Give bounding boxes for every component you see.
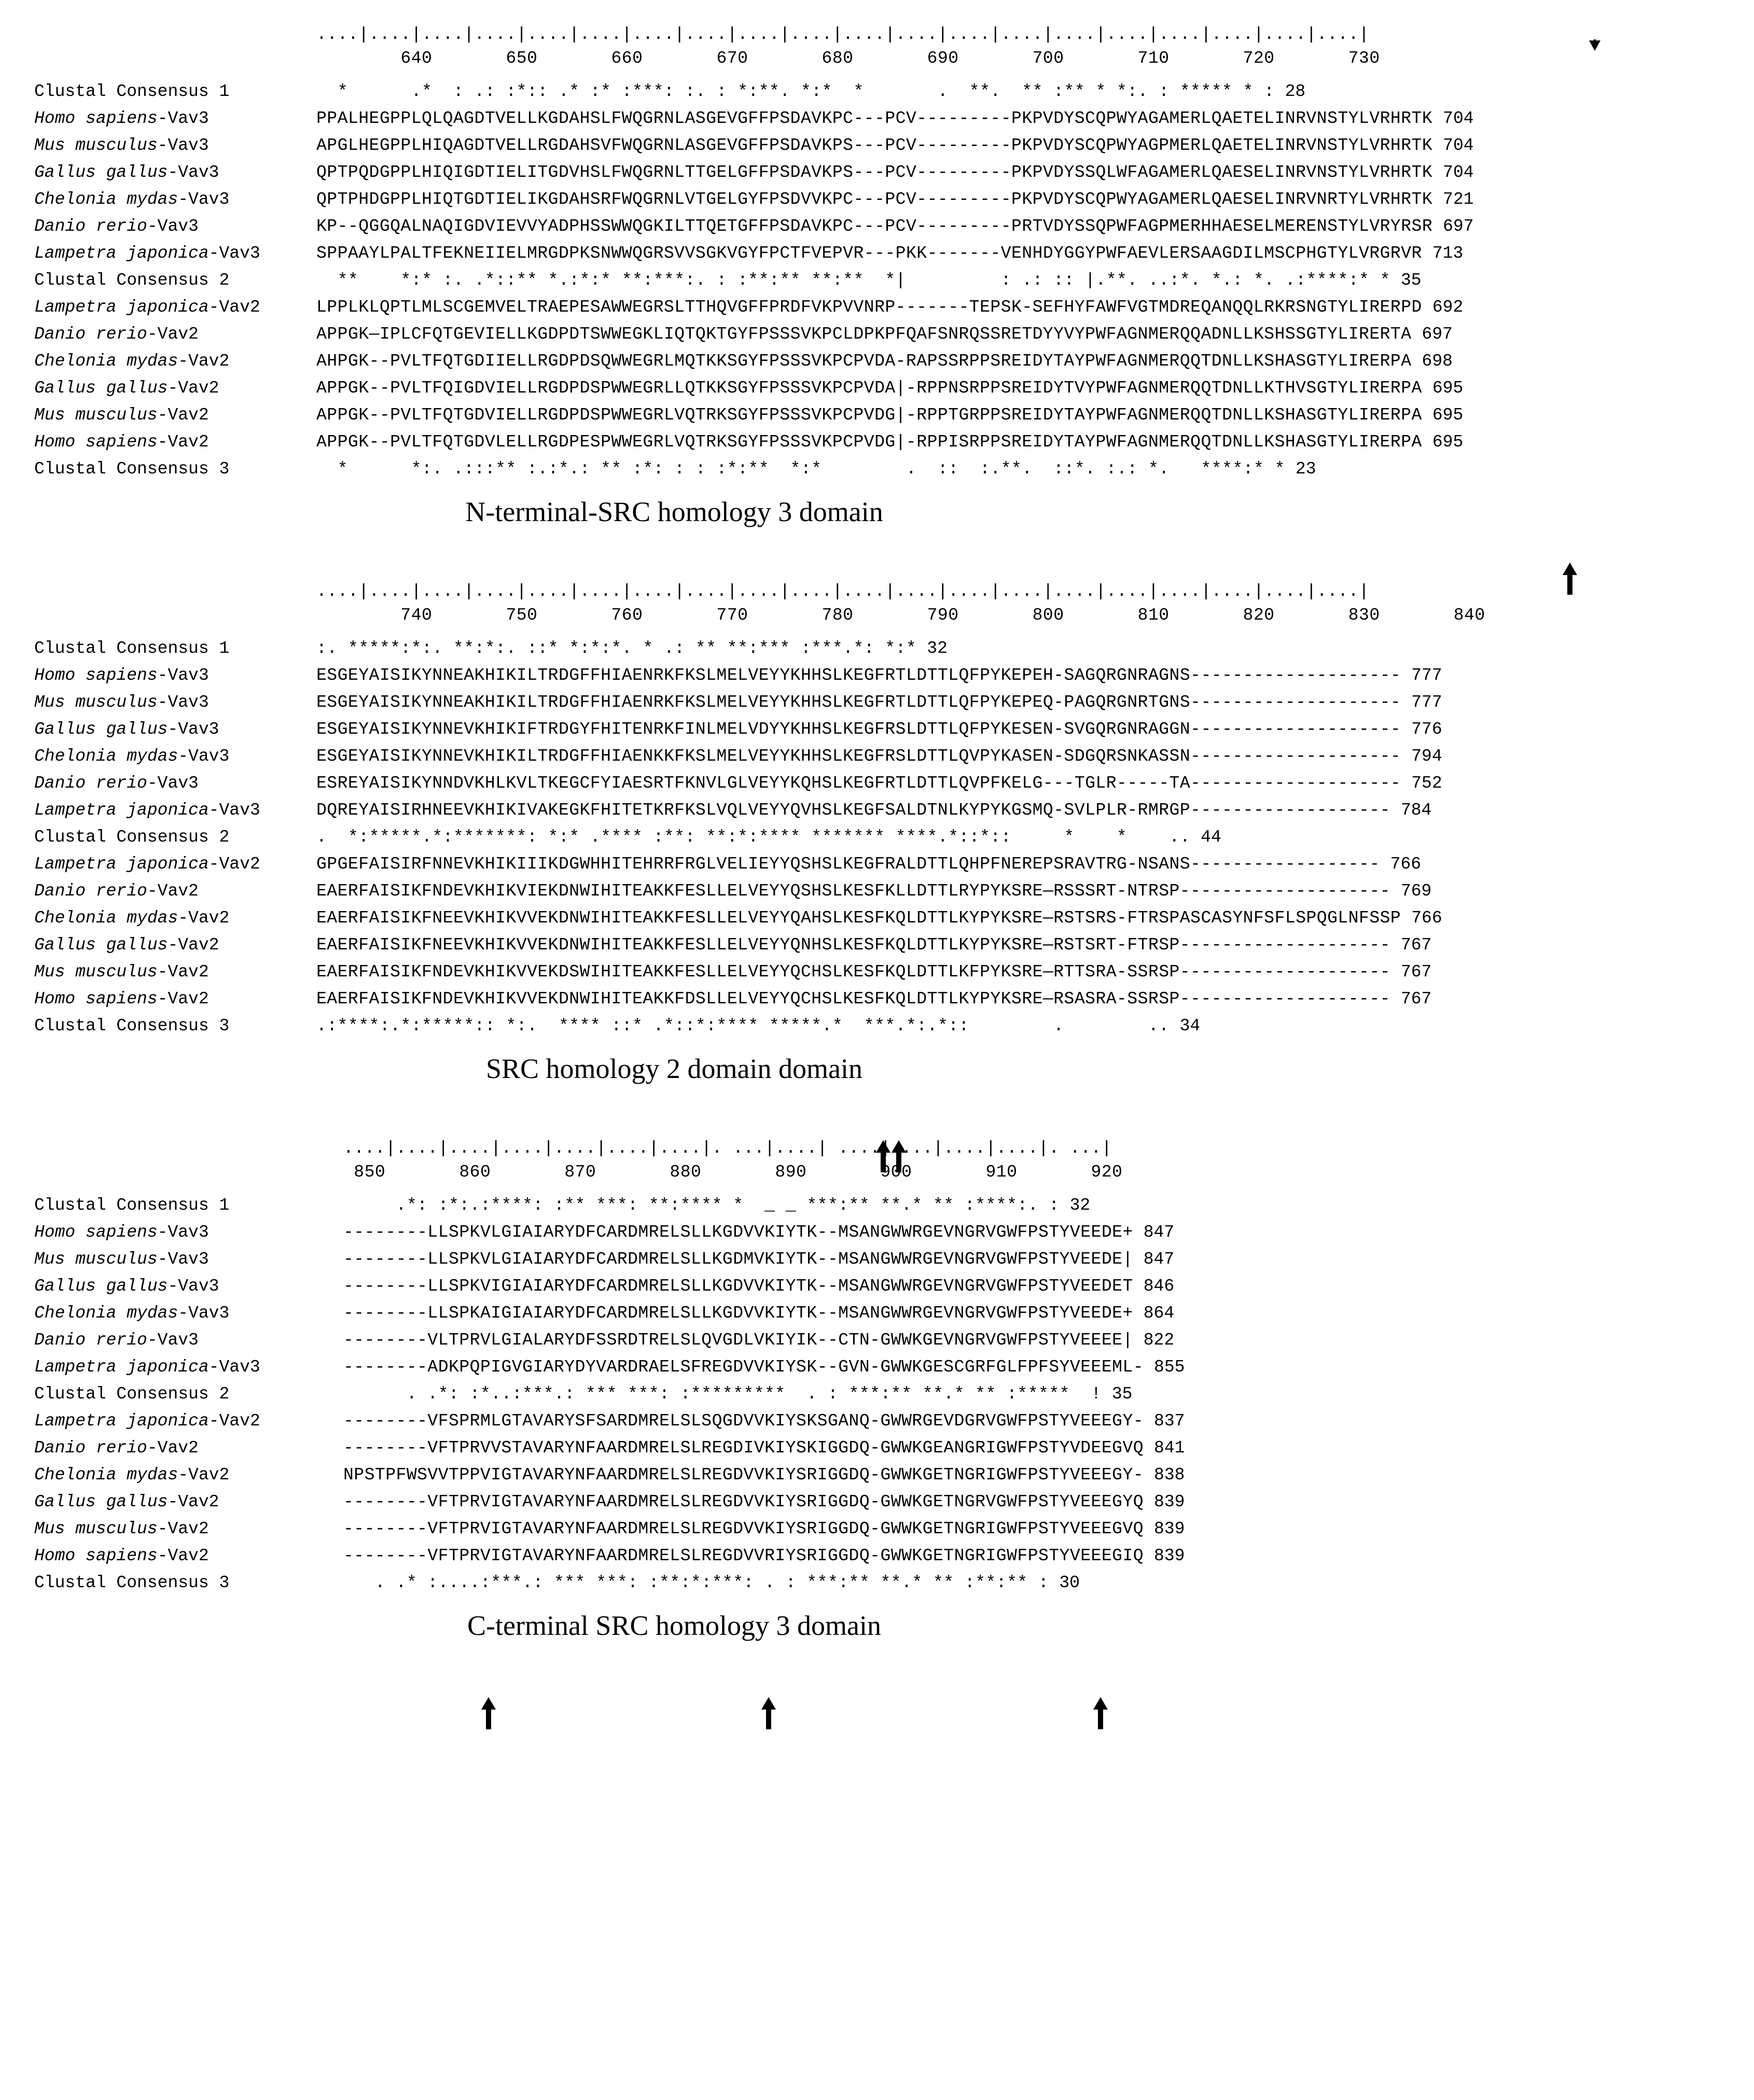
sequence-row bbox=[0, 217, 1754, 244]
sequence-row bbox=[0, 1304, 1754, 1331]
ruler-ticks: ....|....|....|....|....|....|....|....|....|....|....|....|....|....|....|....|....|....|....|....| bbox=[316, 582, 1370, 601]
sequence-row bbox=[0, 109, 1754, 136]
row-label: Chelonia mydas-Vav2 bbox=[34, 352, 230, 371]
row-sequence: DQREYAISIRHNEEVKHIKIVAKEGKFHITETKRFKSLVQLVEYYQVHSLKEGFSALDTNLKYPYKGSMQ-SVLPLR-RMRGP------------------- bbox=[316, 801, 1390, 820]
row-label: Chelonia mydas-Vav3 bbox=[34, 1304, 230, 1323]
row-sequence: * *:. .:::** :.:*.: ** :*: : : :*:** *:* . :: :.**. ::*. :.: *. ****:* * bbox=[316, 459, 1285, 479]
row-count: 767 bbox=[1400, 962, 1432, 982]
row-count: 23 bbox=[1295, 459, 1316, 479]
residue-marker-arrow-up bbox=[760, 1697, 777, 1728]
row-sequence: QPTPQDGPPLHIQIGDTIELITGDVHSLFWQGRNLTTGELGFFPSDAVKPS---PCV---------PKPVDYSSQLWFAGAMERLQAESELINRVNSTYLVRHRTK bbox=[316, 163, 1433, 182]
row-sequence: EAERFAISIKFNDEVKHIKVVEKDSWIHITEAKKFESLLELVEYYQCHSLKESFKQLDTTLKFPYKSRE—RTTSRA-SSRSP-------------------- bbox=[316, 962, 1390, 982]
row-sequence: --------LLSPKAIGIAIARYDFCARDMRELSLLKGDVVKIYTK--MSANGWWRGEVNGRVGWFPSTYVEEDE+ bbox=[343, 1304, 1133, 1323]
row-label: Danio rerio-Vav3 bbox=[34, 217, 199, 236]
sequence-row bbox=[0, 1277, 1754, 1304]
row-sequence: ESGEYAISIKYNNEAKHIKILTRDGFFHIAENRKFKSLMELVEYYKHHSLKEGFRTLDTTLQFPYKEPEQ-PAGQRGNRTGNS-------------------- bbox=[316, 693, 1401, 712]
row-label: Homo sapiens-Vav3 bbox=[34, 109, 209, 128]
row-count: 822 bbox=[1143, 1331, 1175, 1350]
sequence-row bbox=[0, 1331, 1754, 1357]
consensus-row bbox=[0, 828, 1754, 855]
row-sequence: ESGEYAISIKYNNEVKHIKIFTRDGYFHITENRKFINLMELVDYYKHHSLKEGFRSLDTTLQFPYKESEN-SVGQRGNRAGGN-------------------- bbox=[316, 720, 1401, 739]
row-label: Clustal Consensus 2 bbox=[34, 271, 230, 290]
ruler-block-3 bbox=[0, 1135, 1754, 1196]
sequence-row bbox=[0, 989, 1754, 1016]
row-label: Homo sapiens-Vav2 bbox=[34, 989, 209, 1009]
row-label: Danio rerio-Vav2 bbox=[34, 881, 199, 901]
row-sequence: KP--QGGQALNAQIGDVIEVVYADPHSSWWQGKILTTQETGFFPSDAVKPC---PCV---------PRTVDYSSQPWFAGPMERHHAESELMERENSTYLVRYRSR bbox=[316, 217, 1433, 236]
row-count: 776 bbox=[1411, 720, 1442, 739]
sequence-row bbox=[0, 244, 1754, 271]
row-count: 704 bbox=[1443, 109, 1474, 128]
sequence-row bbox=[0, 855, 1754, 881]
ruler-numbers: 850 860 870 880 890 900 910 920 bbox=[343, 1163, 1123, 1182]
sequence-row bbox=[0, 1546, 1754, 1573]
row-count: 698 bbox=[1422, 352, 1453, 371]
row-label: Homo sapiens-Vav3 bbox=[34, 666, 209, 685]
row-label: Homo sapiens-Vav2 bbox=[34, 432, 209, 452]
row-label: Mus musculus-Vav2 bbox=[34, 962, 209, 982]
row-count: 846 bbox=[1143, 1277, 1175, 1296]
row-sequence: APPGK--PVLTFQIGDVIELLRGDPDSPWWEGRLLQTKKSGYFPSSSVKPCPVDA|-RPPNSRPPSREIDYTVYPWFAGNMERQQTDNLLKTHVSGTYLIRERPA bbox=[316, 379, 1422, 398]
row-sequence: ESGEYAISIKYNNEVKHIKILTRDGFFHIAENKKFKSLMELVEYYKHHSLKEGFRSLDTTLQVPYKASEN-SDGQRSNKASSN-------------------- bbox=[316, 747, 1401, 766]
row-count: 767 bbox=[1400, 989, 1432, 1009]
row-sequence: EAERFAISIKFNEEVKHIKVVEKDNWIHITEAKKFESLLELVEYYQAHSLKESFKQLDTTLKYPYKSRE—RSTSRS-FTRSPASCASYNFSFLSPQGLNFSSP bbox=[316, 908, 1401, 928]
row-sequence: SPPAAYLPALTFEKNEIIELMRGDPKSNWWQGRSVVSGKVGYFPCTFVEPVR---PKK-------VENHDYGGYPWFAEVLERSAAGDILMSCPHGTYLVRGRVR bbox=[316, 244, 1422, 263]
domain-caption: N-terminal-SRC homology 3 domain bbox=[465, 496, 883, 527]
row-count: 30 bbox=[1059, 1573, 1080, 1592]
row-sequence: PPALHEGPPLQLQAGDTVELLKGDAHSLFWQGRNLASGEVGFFPSDAVKPC---PCV---------PKPVDYSCQPWYAGAMERLQAETELINRVNSTYLVRHRTK bbox=[316, 109, 1433, 128]
consensus-row bbox=[0, 1016, 1754, 1043]
sequence-row bbox=[0, 908, 1754, 935]
sequence-row bbox=[0, 432, 1754, 459]
row-label: Homo sapiens-Vav3 bbox=[34, 1223, 209, 1242]
row-label: Lampetra japonica-Vav3 bbox=[34, 1357, 260, 1377]
row-count: 713 bbox=[1432, 244, 1464, 263]
row-count: 44 bbox=[1201, 828, 1221, 847]
sequence-row bbox=[0, 1250, 1754, 1277]
ruler-block-1 bbox=[0, 21, 1754, 82]
ruler-ticks: ....|....|....|....|....|....|....|. ...|....| ....|....|....|....|. ...| bbox=[343, 1139, 1112, 1158]
row-sequence: APPGK—IPLCFQTGEVIELLKGDPDTSWWEGKLIQTQKTGYFPSSSVKPCLDPKPFQAFSNRQSSRETDYYVYPWFAGNMERQQADNLLKSHSSGTYLIRERTA bbox=[316, 325, 1412, 344]
consensus-row bbox=[0, 459, 1754, 486]
row-count: 704 bbox=[1443, 136, 1474, 155]
row-count: 839 bbox=[1154, 1519, 1185, 1538]
sequence-row bbox=[0, 1357, 1754, 1384]
row-sequence: . .* :....:***.: *** ***: :**:*:***: . : ***:** **.* ** :**:** : bbox=[343, 1573, 1049, 1592]
sequence-row bbox=[0, 1438, 1754, 1465]
consensus-row bbox=[0, 1196, 1754, 1223]
row-count: 695 bbox=[1432, 432, 1464, 452]
row-count: 769 bbox=[1400, 881, 1432, 901]
row-sequence: APPGK--PVLTFQTGDVLELLRGDPESPWWEGRLVQTRKSGYFPSSSVKPCPVDG|-RPPISRPPSREIDYTAYPWFAGNMERQQTDNLLKSHASGTYLIRERPA bbox=[316, 432, 1422, 452]
row-sequence: ** *:* :. .*::** *.:*:* **:***:. : :**:** **:** *| : .: :: |.**. ..:*. *.: *. .:****:* * bbox=[316, 271, 1390, 290]
row-label: Gallus gallus-Vav3 bbox=[34, 1277, 219, 1296]
alignment-block-1 bbox=[0, 0, 1754, 528]
row-sequence: --------VLTPRVLGIALARYDFSSRDTRELSLQVGDLVKIYIK--CTN-GWWKGEVNGRVGWFPSTYVEEEE| bbox=[343, 1331, 1133, 1350]
sequence-row bbox=[0, 136, 1754, 163]
row-count: 767 bbox=[1400, 935, 1432, 955]
row-label: Mus musculus-Vav2 bbox=[34, 405, 209, 425]
row-label: Gallus gallus-Vav2 bbox=[34, 935, 219, 955]
row-count: 695 bbox=[1432, 379, 1464, 398]
row-label: Chelonia mydas-Vav2 bbox=[34, 1465, 230, 1485]
ruler-ticks: ....|....|....|....|....|....|....|....|....|....|....|....|....|....|....|....|....|....|....|....| bbox=[316, 25, 1370, 44]
row-sequence: AHPGK--PVLTFQTGDIIELLRGDPDSQWWEGRLMQTKKSGYFPSSSVKPCPVDA-RAPSSRPPSREIDYTAYPWFAGNMERQQTDNLLKSHASGTYLIRERPA bbox=[316, 352, 1412, 371]
row-label: Danio rerio-Vav2 bbox=[34, 1438, 199, 1458]
consensus-row bbox=[0, 82, 1754, 109]
sequence-row bbox=[0, 666, 1754, 693]
row-count: 697 bbox=[1422, 325, 1453, 344]
row-sequence: . *:*****.*:*******: *:* .**** :**: **:*:**** ******* ****.*::*:: * * .. bbox=[316, 828, 1191, 847]
alignment-block-3 bbox=[0, 1135, 1754, 1642]
row-label: Clustal Consensus 2 bbox=[34, 1384, 230, 1404]
ruler-block-2 bbox=[0, 578, 1754, 639]
row-count: 721 bbox=[1443, 190, 1474, 209]
sequence-row bbox=[0, 325, 1754, 352]
row-count: 766 bbox=[1390, 855, 1422, 874]
row-label: Clustal Consensus 3 bbox=[34, 1573, 230, 1592]
row-label: Clustal Consensus 3 bbox=[34, 1016, 230, 1035]
row-sequence: .*: :*:.:****: :** ***: **:**** * _ _ ***:** **.* ** :****:. : bbox=[343, 1196, 1060, 1215]
row-label: Gallus gallus-Vav3 bbox=[34, 720, 219, 739]
row-label: Danio rerio-Vav3 bbox=[34, 1331, 199, 1350]
row-sequence: * .* : .: :*:: .* :* :***: :. : *:**. *:* * . **. ** :** * *:. : ***** * : bbox=[316, 82, 1275, 101]
sequence-row bbox=[0, 881, 1754, 908]
sequence-row bbox=[0, 405, 1754, 432]
row-sequence: NPSTPFWSVVTPPVIGTAVARYNFAARDMRELSLREGDVVKIYSRIGGDQ-GWWKGETNGRIGWFPSTYVEEEGY- bbox=[343, 1465, 1144, 1485]
sequence-row bbox=[0, 1223, 1754, 1250]
row-count: 34 bbox=[1179, 1016, 1201, 1035]
row-count: 777 bbox=[1411, 666, 1442, 685]
sequence-row bbox=[0, 935, 1754, 962]
row-sequence: --------LLSPKVLGIAIARYDFCARDMRELSLLKGDVVKIYTK--MSANGWWRGEVNGRVGWFPSTYVEEDE+ bbox=[343, 1223, 1133, 1242]
consensus-row bbox=[0, 639, 1754, 666]
sequence-row bbox=[0, 163, 1754, 190]
sequence-row bbox=[0, 774, 1754, 801]
row-sequence: APPGK--PVLTFQTGDVIELLRGDPDSPWWEGRLVQTRKSGYFPSSSVKPCPVDG|-RPPTGRPPSREIDYTAYPWFAGNMERQQTDNLLKSHASGTYLIRERPA bbox=[316, 405, 1422, 425]
sequence-row bbox=[0, 747, 1754, 774]
row-label: Gallus gallus-Vav3 bbox=[34, 163, 219, 182]
row-count: 839 bbox=[1154, 1492, 1185, 1511]
sequence-row bbox=[0, 1519, 1754, 1546]
row-label: Mus musculus-Vav2 bbox=[34, 1519, 209, 1538]
sequence-row bbox=[0, 379, 1754, 405]
row-sequence: --------VFTPRVIGTAVARYNFAARDMRELSLREGDVVRIYSRIGGDQ-GWWKGETNGRIGWFPSTYVEEEGIQ bbox=[343, 1546, 1144, 1565]
row-count: 837 bbox=[1154, 1411, 1185, 1431]
row-label: Mus musculus-Vav3 bbox=[34, 136, 209, 155]
row-sequence: EAERFAISIKFNDEVKHIKVIEKDNWIHITEAKKFESLLELVEYYQSHSLKESFKLLDTTLRYPYKSRE—RSSSRT-NTRSP-------------------- bbox=[316, 881, 1390, 901]
row-count: 766 bbox=[1411, 908, 1442, 928]
sequence-row bbox=[0, 693, 1754, 720]
row-count: 704 bbox=[1443, 163, 1474, 182]
row-label: Clustal Consensus 3 bbox=[34, 459, 230, 479]
row-label: Clustal Consensus 1 bbox=[34, 639, 230, 658]
row-label: Gallus gallus-Vav2 bbox=[34, 1492, 219, 1511]
row-sequence: EAERFAISIKFNEEVKHIKVVEKDNWIHITEAKKFESLLELVEYYQNHSLKESFKQLDTTLKYPYKSRE—RSTSRT-FTRSP-------------------- bbox=[316, 935, 1390, 955]
sequence-row bbox=[0, 720, 1754, 747]
row-sequence: . .*: :*..:***.: *** ***: :********* . : ***:** **.* ** :***** ! bbox=[343, 1384, 1102, 1404]
row-label: Danio rerio-Vav2 bbox=[34, 325, 199, 344]
row-sequence: .:****:.*:*****:: *:. **** ::* .*::*:**** *****.* ***.*:.*:: . .. bbox=[316, 1016, 1170, 1035]
row-sequence: --------VFTPRVIGTAVARYNFAARDMRELSLREGDVVKIYSRIGGDQ-GWWKGETNGRVGWFPSTYVEEEGYQ bbox=[343, 1492, 1144, 1511]
row-count: 838 bbox=[1154, 1465, 1185, 1485]
consensus-row bbox=[0, 1573, 1754, 1600]
sequence-row bbox=[0, 298, 1754, 325]
row-count: 692 bbox=[1432, 298, 1464, 317]
row-count: 794 bbox=[1411, 747, 1442, 766]
sequence-row bbox=[0, 352, 1754, 379]
sequence-row bbox=[0, 1411, 1754, 1438]
row-count: 35 bbox=[1111, 1384, 1133, 1404]
row-label: Gallus gallus-Vav2 bbox=[34, 379, 219, 398]
row-sequence: EAERFAISIKFNDEVKHIKVVEKDNWIHITEAKKFDSLLELVEYYQCHSLKESFKQLDTTLKYPYKSRE—RSASRA-SSRSP-------------------- bbox=[316, 989, 1390, 1009]
sequence-row bbox=[0, 801, 1754, 828]
sequence-row bbox=[0, 1492, 1754, 1519]
consensus-row bbox=[0, 1384, 1754, 1411]
residue-marker-arrow-up bbox=[1092, 1697, 1109, 1728]
row-count: 784 bbox=[1400, 801, 1432, 820]
domain-caption-holder-2 bbox=[0, 1043, 1348, 1085]
row-count: 35 bbox=[1400, 271, 1422, 290]
row-count: 28 bbox=[1285, 82, 1306, 101]
residue-marker-arrow-up bbox=[480, 1697, 497, 1728]
row-label: Chelonia mydas-Vav3 bbox=[34, 190, 230, 209]
row-sequence: ESREYAISIKYNNDVKHLKVLTKEGCFYIAESRTFKNVLGLVEYYKQHSLKEGFRTLDTTLQVPFKELG---TGLR-----TA-------------------- bbox=[316, 774, 1401, 793]
sequence-row bbox=[0, 1465, 1754, 1492]
row-label: Lampetra japonica-Vav3 bbox=[34, 801, 260, 820]
consensus-row bbox=[0, 271, 1754, 298]
row-label: Clustal Consensus 1 bbox=[34, 82, 230, 101]
row-sequence: --------LLSPKVLGIAIARYDFCARDMRELSLLKGDMVKIYTK--MSANGWWRGEVNGRVGWFPSTYVEEDE| bbox=[343, 1250, 1133, 1269]
row-sequence: ESGEYAISIKYNNEAKHIKILTRDGFFHIAENRKFKSLMELVEYYKHHSLKEGFRTLDTTLQFPYKEPEH-SAGQRGNRAGNS-------------------- bbox=[316, 666, 1401, 685]
row-sequence: --------LLSPKVIGIAIARYDFCARDMRELSLLKGDVVKIYTK--MSANGWWRGEVNGRVGWFPSTYVEEDET bbox=[343, 1277, 1133, 1296]
row-sequence: APGLHEGPPLHIQAGDTVELLRGDAHSVFWQGRNLASGEVGFFPSDAVKPS---PCV---------PKPVDYSCQPWYAGPMERLQAETELINRVNSTYLVRHRTK bbox=[316, 136, 1433, 155]
row-count: 847 bbox=[1143, 1223, 1175, 1242]
row-sequence: --------ADKPQPIGVGIARYDYVARDRAELSFREGDVVKIYSK--GVN-GWWKGESCGRFGLFPFSYVEEEML- bbox=[343, 1357, 1144, 1377]
domain-caption: C-terminal SRC homology 3 domain bbox=[467, 1610, 881, 1641]
row-count: 32 bbox=[1069, 1196, 1091, 1215]
sequence-row bbox=[0, 962, 1754, 989]
row-count: 864 bbox=[1143, 1304, 1175, 1323]
row-count: 839 bbox=[1154, 1546, 1185, 1565]
row-label: Lampetra japonica-Vav2 bbox=[34, 1411, 260, 1431]
domain-caption: SRC homology 2 domain domain bbox=[485, 1053, 863, 1084]
row-count: 695 bbox=[1432, 405, 1464, 425]
row-label: Chelonia mydas-Vav3 bbox=[34, 747, 230, 766]
marker-arrow-down bbox=[1587, 39, 1603, 58]
row-count: 32 bbox=[927, 639, 948, 658]
row-label: Mus musculus-Vav3 bbox=[34, 693, 209, 712]
row-count: 777 bbox=[1411, 693, 1442, 712]
row-count: 847 bbox=[1143, 1250, 1175, 1269]
row-label: Clustal Consensus 2 bbox=[34, 828, 230, 847]
row-sequence: LPPLKLQPTLMLSCGEMVELTRAEPESAWWEGRSLTTHQVGFFPRDFVKPVVNRP-------TEPSK-SEFHYFAWFVGTMDREQANQQLRKRSNGTYLIRERPD bbox=[316, 298, 1422, 317]
row-sequence: GPGEFAISIRFNNEVKHIKIIIKDGWHHITEHRRFRGLVELIEYYQSHSLKEGFRALDTTLQHPFNEREPSRAVTRG-NSANS------------------ bbox=[316, 855, 1380, 874]
row-sequence: --------VFTPRVVSTAVARYNFAARDMRELSLREGDIVKIYSKIGGDQ-GWWKGEANGRIGWFPSTYVDEEGVQ bbox=[343, 1438, 1144, 1458]
domain-caption-holder-1 bbox=[0, 486, 1348, 528]
row-sequence: --------VFSPRMLGTAVARYSFSARDMRELSLSQGDVVKIYSKSGANQ-GWWRGEVDGRVGWFPSTYVEEEGY- bbox=[343, 1411, 1144, 1431]
row-sequence: :. *****:*:. **:*:. ::* *:*:*. * .: ** **:*** :***.*: *:* bbox=[316, 639, 917, 658]
row-sequence: QPTPHDGPPLHIQTGDTIELIKGDAHSRFWQGRNLVTGELGYFPSDVVKPC---PCV---------PKPVDYSCQPWYAGAMERLQAESELINRVNRTYLVRHRTK bbox=[316, 190, 1433, 209]
row-count: 841 bbox=[1154, 1438, 1185, 1458]
row-label: Homo sapiens-Vav2 bbox=[34, 1546, 209, 1565]
row-label: Mus musculus-Vav3 bbox=[34, 1250, 209, 1269]
row-count: 697 bbox=[1443, 217, 1474, 236]
sequence-row bbox=[0, 190, 1754, 217]
row-label: Lampetra japonica-Vav2 bbox=[34, 298, 260, 317]
row-label: Chelonia mydas-Vav2 bbox=[34, 908, 230, 928]
row-sequence: --------VFTPRVIGTAVARYNFAARDMRELSLREGDVVKIYSRIGGDQ-GWWKGETNGRIGWFPSTYVEEEGVQ bbox=[343, 1519, 1144, 1538]
row-label: Danio rerio-Vav3 bbox=[34, 774, 199, 793]
row-label: Clustal Consensus 1 bbox=[34, 1196, 230, 1215]
domain-caption-holder-3 bbox=[0, 1600, 1348, 1642]
row-label: Lampetra japonica-Vav3 bbox=[34, 244, 260, 263]
row-count: 752 bbox=[1411, 774, 1442, 793]
alignment-block-2 bbox=[0, 578, 1754, 1085]
ruler-numbers: 640 650 660 670 680 690 700 710 720 730 bbox=[316, 49, 1380, 68]
row-label: Lampetra japonica-Vav2 bbox=[34, 855, 260, 874]
row-count: 855 bbox=[1154, 1357, 1185, 1377]
ruler-numbers: 740 750 760 770 780 790 800 810 820 830 840 bbox=[316, 606, 1485, 625]
